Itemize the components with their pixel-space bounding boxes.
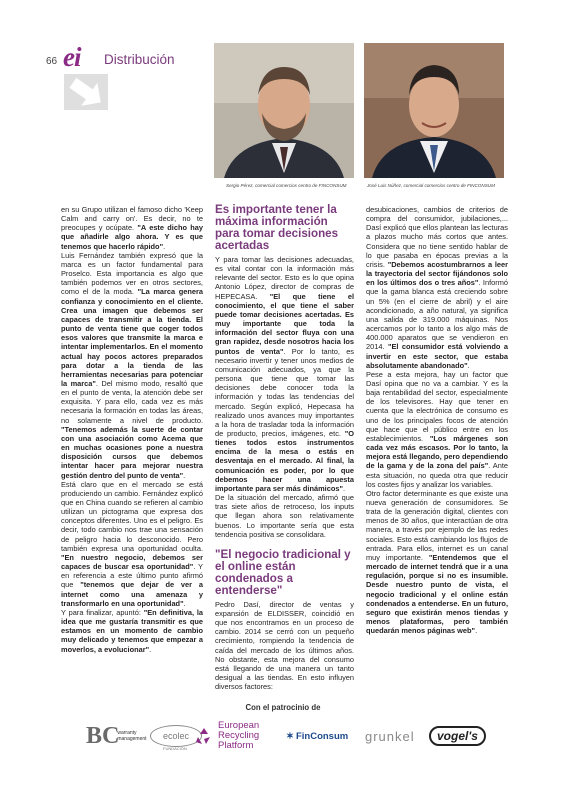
body-text: Otro factor determinante es que existe una nueva generación de consumidores. Se trata de la generación digital, clientes con menos de 30 años, que interactúan de otra manera, a través por ejemplo de las redes sociales. Esto está cambiando los flujos de entrada. Para ellos, internet es un canal muy importante.	[366, 488, 508, 562]
section-title: Distribución	[104, 52, 175, 67]
bc-sub-line1: warranty	[117, 730, 137, 736]
body-text: .	[342, 483, 346, 493]
quote-text: "tenemos que dejar de ver a internet como una amenaza y transformarlo en una oportunidad"	[61, 580, 203, 608]
finconsum-logo-text: FinConsum	[295, 730, 349, 742]
body-text: .	[183, 470, 186, 480]
bc-logo-subtitle	[117, 730, 146, 742]
finconsum-star-icon: ✶	[286, 730, 294, 742]
quote-text: "Tenemos además la suerte de contar con una asociación como Acema que en muchas ocasiones pone a nuestra disposición cursos que debemos intentar hacer para mejorar nuestra gestión dentro del punto de venta"	[61, 424, 203, 480]
arrow-icon	[64, 74, 108, 110]
erp-line3: Platform	[218, 740, 254, 751]
quote-text: "El que tiene el conocimiento, el que tiene el saber puede tomar decisiones acertadas. Es muy importante que toda la información del sector fluya con una gran rapidez, desde nosotros hacia los puntos de venta"	[215, 291, 354, 356]
paragraph	[215, 600, 354, 692]
paragraph	[61, 251, 203, 480]
quote-text: "En definitiva, la idea que me gustaría transmitir es que estamos en un momento de cambio muy delicado y tenemos que empezar a moverlos, a evolucionar"	[61, 607, 204, 654]
body-text: .	[467, 360, 470, 370]
erp-logo	[194, 716, 259, 756]
body-text: Pedro Dasí, director de ventas y expansión de ELDISSER, coincidió en que nos encontramos en un proceso de cambio. 2014 se cerró con un pequeño crecimiento, rompiendo la tendencia de caída del mercado de los últimos años. No obstante, esta mejora del consumo está llegando de una manera un tanto desigual a las tiendas. En esto influyen diversos factores:	[215, 599, 354, 692]
quote-text: "La marca genera confianza y conocimiento en el cliente. Crea una imagen que debemos ser capaces de transmitir a la tienda. El punto de venta tiene que coger todos esos valores que transmite la marca e intentar implementarlos. En el momento actual hay pocos actores preparados para dotar a la tienda de las herramientas necesarias para potenciar la marca"	[61, 287, 203, 388]
paragraph	[61, 608, 203, 654]
body-text: en su Grupo utilizan el famoso dicho 'Keep Calm and carry on'. Es decir, no te preocupes y ocúpate.	[61, 205, 203, 233]
erp-line1: European	[218, 720, 260, 731]
quote-text: "Debemos acostumbrarnos a leer la trayectoria del sector fijándonos solo en los últimos dos o tres años"	[366, 259, 508, 288]
body-text: Pese a esta mejora, hay un factor que Dasí opina que no va a cambiar. Y es la baja rentabilidad del sector, especialmente de los televisores. Hay que tener en cuenta que la electrónica de consumo es uno de los principales focos de atención que hace que el público entre en los establecimientos.	[366, 369, 508, 443]
article-column-3	[366, 205, 508, 635]
photo-caption-1: Sergio Pérez, comercial comercios centro de FINCONSUM	[226, 183, 347, 188]
quote-text: "A este dicho hay que añadirle algo ahora. Y es que tenemos que hacerlo rápido"	[61, 223, 203, 251]
erp-line2: Recycling	[218, 730, 260, 741]
page-number: 66	[46, 56, 58, 67]
magazine-logo: ei	[63, 42, 81, 72]
paragraph	[366, 205, 508, 370]
body-text: .	[183, 598, 186, 608]
paragraph	[366, 489, 508, 636]
sponsor-logos	[86, 716, 506, 756]
body-text: .	[149, 644, 152, 654]
body-text: . Y en referencia a este último punto afirmó que	[61, 562, 203, 590]
quote-text: "En nuestro negocio, debemos ser capaces de buscar esa oportunidad"	[61, 552, 203, 572]
body-text: Luis Fernández también expresó que la marca es un factor fundamental para Proselco. Esta importancia es algo que también podemos ver en otros sectores, como el de la moda.	[61, 250, 203, 297]
paragraph	[61, 205, 203, 251]
body-text: De la situación del mercado, afirmó que tras siete años de retroceso, los inputs que llegan ahora son relativamente buenos. Lo importante sería que esta tendencia positiva se consolidara.	[215, 493, 354, 539]
erp-logo-text	[218, 721, 259, 751]
quote-text: "El consumidor está volviendo a invertir en este sector, que estaba absolutamente abandonado"	[366, 342, 508, 370]
body-text: . Informó que la gama blanca está creciendo sobre un 5% (en el cierre de abril) y el aire acondicionado, a año natural, ya significa una salida de 319.000 máquinas. Nos acercamos por lo tanto a los algo más de 400.000 aparatos que se vendieron en 2014.	[366, 278, 508, 352]
bc-logo	[86, 716, 147, 756]
paragraph	[215, 255, 354, 493]
article-column-1	[61, 205, 203, 654]
subheading: Es importante tener la máxima información para tomar decisiones acertadas	[215, 203, 339, 252]
quote-text: "Entendemos que el mercado de internet tendrá que ir a una regulación, porque si no es insumible. Desde nuestro punto de vista, el negocio tradicional y el online están condenados a entenderse. En un futuro, seguro que existirán menos tiendas y menos plataformas, pero también quedarán menos páginas web"	[366, 552, 508, 636]
body-text: . Por lo tanto, es necesario invertir y tener unos medios de comunicación adecuados, ya que la persona que tiene que tomar las decisiones debe conocer toda la información y todas las tendencias del mercado. Según explicó, Hepecasa ha realizado unos avances muy importantes a la hora de trasladar toda la información de producto, precios, imágenes, etc.	[215, 346, 354, 438]
bc-logo-mark: BC	[86, 723, 120, 749]
bc-sub-line2: management	[117, 736, 147, 742]
body-text: . Ante esta situación, no queda otra que reducir los costes fijos y analizar los variables.	[366, 461, 508, 489]
portrait-photo-2	[364, 43, 504, 178]
paragraph	[215, 493, 354, 539]
body-text: .	[475, 626, 478, 636]
body-text: . Del mismo modo, resaltó que en el punto de venta, la atención debe ser exquisita. Y para ello, cada vez es más necesaria la formación en todas las áreas, no solamente a nivel de producto.	[61, 378, 204, 425]
article-column-2	[215, 204, 354, 691]
finconsum-logo	[286, 716, 348, 756]
subheading: "El negocio tradicional y el online están condenados a entenderse"	[215, 547, 351, 597]
sponsor-label: Con el patrocinio de	[245, 703, 321, 712]
body-text: Está claro que en el mercado se está produciendo un cambio. Fernández explicó que en China cuando se refieren al cambio utilizan un pictograma que expresa dos conceptos diferentes. Uno es el peligro. Es decir, todo cambio nos trae una sensación de peligro hacia lo desconocido. Pero también expresa una oportunidad oculta.	[61, 479, 203, 553]
body-text: Y para finalizar, apuntó:	[61, 607, 144, 617]
body-text: desubicaciones, cambios de criterios de compra del consumidor, jubilaciones,... Dasí explicó que ellos plantean las lecturas a plazos mucho más cortos que antes. Considera que no tiene sentido hablar de lo que pasaba en épocas previas a la crisis.	[366, 205, 508, 269]
quote-text: "Los márgenes son cada vez más escasos. Por lo tanto, la mejora está llegando, pero dependiendo de la gama y de la zona del país"	[366, 433, 509, 471]
vogels-logo	[429, 716, 486, 756]
paragraph	[366, 370, 508, 489]
quote-text: "O tienes todos estos instrumentos encima de la mesa o estás en desventaja en el mercado. Al final, la comunicación es poder, por lo que debemos hacer una apuesta importante para ser más dinámicos"	[215, 428, 354, 493]
body-text: .	[163, 241, 166, 251]
grunkel-logo: grunkel	[365, 728, 415, 744]
photo-caption-2: José Luis Núñez, comercial comercios centro de FINCONSUM	[367, 183, 495, 188]
body-text: Y para tomar las decisiones adecuadas, es vital contar con la información más relevante del sector. Esto es lo que opina Antonio López, director de compras de HEPECASA.	[215, 255, 354, 301]
paragraph	[61, 480, 203, 608]
ecolec-logo-subtitle: FUNDACIÓN	[163, 746, 187, 751]
recycling-icon	[194, 726, 214, 746]
vogels-logo-text: vogel's	[429, 726, 486, 746]
portrait-photo-1	[214, 43, 354, 178]
ecolec-logo-text: ecolec	[150, 725, 202, 747]
